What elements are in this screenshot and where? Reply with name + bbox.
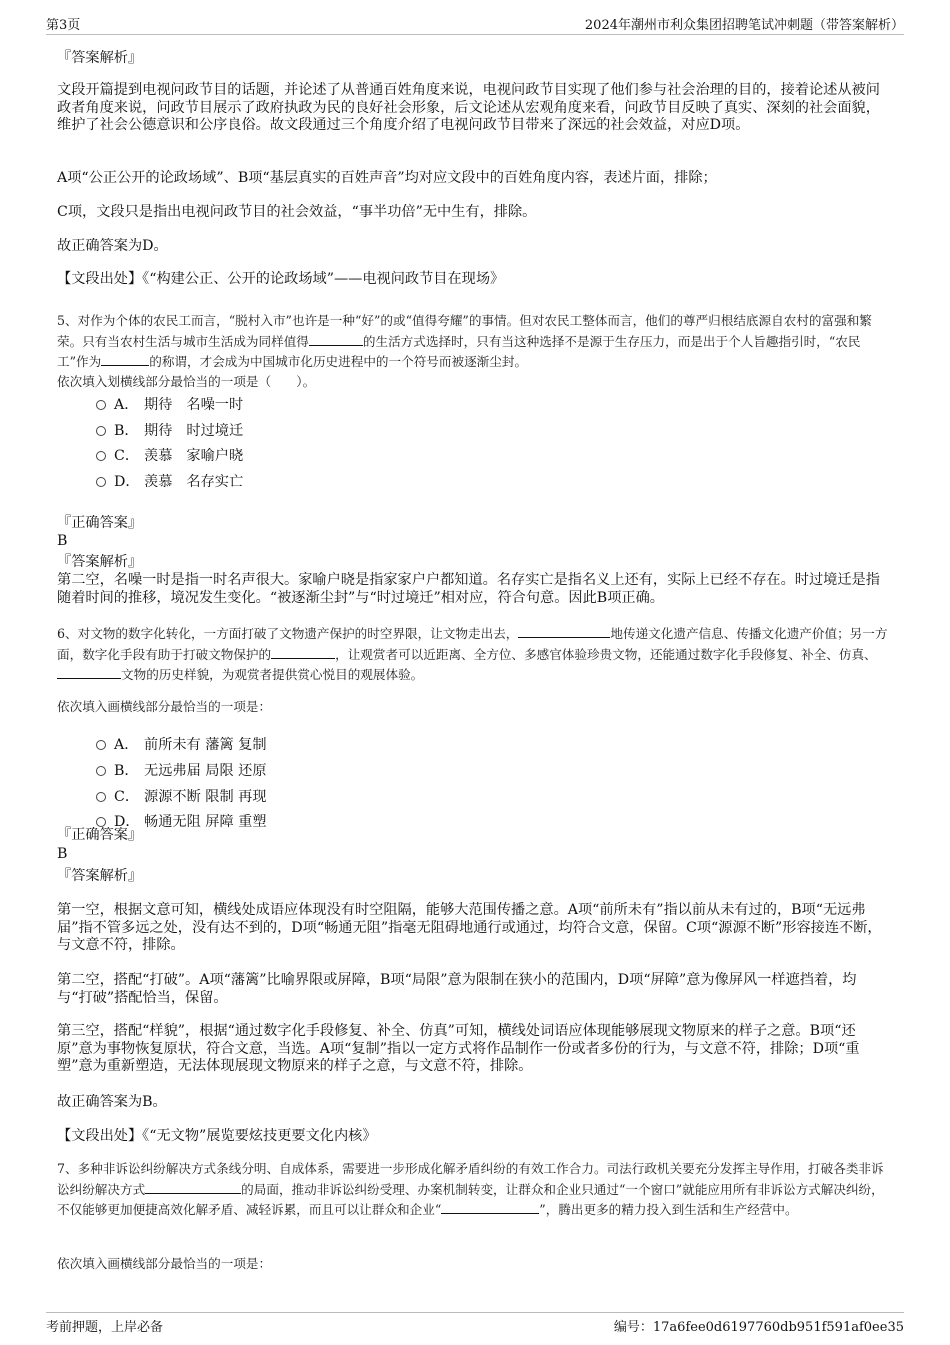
radio-button-icon[interactable] xyxy=(96,451,106,461)
q6-answer: B xyxy=(57,846,68,862)
q5-option-a[interactable]: A． 期待 名噪一时 xyxy=(96,396,243,414)
q5-option-d[interactable]: D． 羡慕 名存实亡 xyxy=(96,473,243,491)
q4-analysis-para2: A项“公正公开的论政场域”、B项“基层真实的百姓声音”均对应文段中的百姓角度内容，表述片面，排除； xyxy=(57,170,717,186)
q6-analysis-para1: 第一空，根据文意可知，横线处成语应体现没有时空阻隔，能够大范围传播之意。A项“前所未有”指以前从未有过的，B项“无远弗届”指不管多远之处，没有达不到的，D项“畅通无阻”指毫无阻碍地通行或通过，均符合文意，保留。C项“源源不断”形容接连不断，与文意不符，排除。 xyxy=(57,902,882,953)
q6-analysis-title: 『答案解析』 xyxy=(57,868,143,884)
radio-button-icon[interactable] xyxy=(96,817,106,827)
q6-analysis-para2: 第二空，搭配“打破”。A项“藩篱”比喻界限或屏障，B项“局限”意为限制在狭小的范围内，D项“屏障”意为像屏风一样遮挡着，均与“打破”搭配恰当，保留。 xyxy=(57,972,857,1006)
q6-answer-title: 『正确答案』 xyxy=(57,827,143,843)
q5-option-b[interactable]: B． 期待 时过境迁 xyxy=(96,422,243,440)
blank-line xyxy=(271,646,335,659)
blank-line xyxy=(309,333,363,346)
page-header xyxy=(46,14,904,35)
page-number: 第3页 xyxy=(46,18,81,33)
document-title: 2024年潮州市利众集团招聘笔试冲刺题（带答案解析） xyxy=(584,18,904,33)
q6-prompt: 依次填入画横线部分最恰当的一项是： xyxy=(57,699,272,714)
blank-line xyxy=(101,353,149,366)
radio-button-icon[interactable] xyxy=(96,426,106,436)
q5-analysis: 第二空，名噪一时是指一时名声很大。家喻户晓是指家家户户都知道。名存实亡是指名义上还有，实际上已经不存在。时过境迁是指随着时间的推移，境况发生变化。“被逐渐尘封”与“时过境迁”相对应，符合句意。因此B项正确。 xyxy=(57,572,880,606)
blank-line xyxy=(441,1201,539,1214)
q5-option-c[interactable]: C． 羡慕 家喻户晓 xyxy=(96,447,243,465)
q5-answer-title: 『正确答案』 xyxy=(57,515,143,531)
q5-prompt: 依次填入划横线部分最恰当的一项是（ ）。 xyxy=(57,374,316,389)
q4-source: 【文段出处】《“构建公正、公开的论政场域”——电视问政节目在现场》 xyxy=(57,271,505,287)
radio-button-icon[interactable] xyxy=(96,477,106,487)
radio-button-icon[interactable] xyxy=(96,400,106,410)
q4-analysis-para3: C项，文段只是指出电视问政节目的社会效益，“事半功倍”无中生有，排除。 xyxy=(57,204,537,220)
q6-option-b[interactable]: B． 无远弗届 局限 还原 xyxy=(96,762,267,780)
radio-button-icon[interactable] xyxy=(96,766,106,776)
footer-slogan: 考前押题，上岸必备 xyxy=(46,1320,164,1335)
q6-option-c[interactable]: C． 源源不断 限制 再现 xyxy=(96,788,267,806)
q7-stem: 7、多种非诉讼纠纷解决方式条线分明、自成体系，需要进一步形成化解矛盾纠纷的有效工作合力。司法行政机关要充分发挥主导作用，打破各类非诉讼纠纷解决方式 的局面，推动非诉讼纠纷受理、办案机制转变，让群众和企业只通过“一个窗口”就能应用所有非诉讼方式解决纠纷，不仅能够更加便捷高效化解矛盾、减轻诉累，而且可以让群众和企业“ ”，腾出更多的精力投入到生活和生产经营中。 xyxy=(57,1161,884,1217)
q6-conclusion: 故正确答案为B。 xyxy=(57,1094,167,1110)
q6-option-d[interactable]: D． 畅通无阻 屏障 重塑 xyxy=(96,813,267,831)
q4-conclusion: 故正确答案为D。 xyxy=(57,238,168,254)
q5-answer: B xyxy=(57,533,68,549)
blank-line xyxy=(57,666,121,679)
q6-option-a[interactable]: A． 前所未有 藩篱 复制 xyxy=(96,736,267,754)
q6-source: 【文段出处】《“无文物”展览要炫技更要文化内核》 xyxy=(57,1128,377,1144)
blank-line xyxy=(518,625,610,638)
page-footer xyxy=(46,1312,904,1337)
q7-prompt: 依次填入画横线部分最恰当的一项是： xyxy=(57,1256,272,1271)
document-serial: 编号：17a6fee0d6197760db951f591af0ee35 xyxy=(613,1320,904,1335)
radio-button-icon[interactable] xyxy=(96,792,106,802)
q6-analysis-para3: 第三空，搭配“样貌”，根据“通过数字化手段修复、补全、仿真”可知，横线处词语应体现能够展现文物原来的样子之意。B项“还原”意为事物恢复原状，符合文意，当选。A项“复制”指以一定方式将作品制作一份或者多份的行为，与文意不符，排除；D项“重塑”意为重新塑造，无法体现展现文物原来的样子之意，与文意不符，排除。 xyxy=(57,1023,860,1074)
q4-analysis-para1: 文段开篇提到电视问政节目的话题，并论述了从普通百姓角度来说，电视问政节目实现了他们参与社会治理的目的，接着论述从被问政者角度来说，问政节目展示了政府执政为民的良好社会形象，后文论述从宏观角度来看，问政节目反映了真实、深刻的社会面貌，维护了社会公德意识和公序良俗。故文段通过三个角度介绍了电视问政节目带来了深远的社会效益，对应D项。 xyxy=(57,82,880,133)
q5-analysis-title: 『答案解析』 xyxy=(57,554,143,570)
q5-stem: 5、对作为个体的农民工而言，“脱村入市”也许是一种“好”的或“值得夸耀”的事情。但对农民工整体而言，他们的尊严归根结底源自农村的富强和繁荣。只有当农村生活与城市生活成为同样值得 的生活方式选择时，只有当这种选择不是源于生存压力，而是出于个人旨趣指引时，“农民工”作为 的称谓，才会成为中国城市化历史进程中的一个符号而被逐渐尘封。 xyxy=(57,313,872,369)
radio-button-icon[interactable] xyxy=(96,740,106,750)
q4-analysis-title: 『答案解析』 xyxy=(57,50,143,66)
blank-line xyxy=(145,1181,241,1194)
q6-stem: 6、对文物的数字化转化，一方面打破了文物遗产保护的时空界限，让文物走出去， 地传递文化遗产信息、传播文化遗产价值；另一方面，数字化手段有助于打破文物保护的 ，让观赏者可以近距离、全方位、多感官体验珍贵文物，还能通过数字化手段修复、补全、仿真、文物的历史样貌，为观赏者提供赏心悦目的观展体验。 xyxy=(57,626,888,682)
